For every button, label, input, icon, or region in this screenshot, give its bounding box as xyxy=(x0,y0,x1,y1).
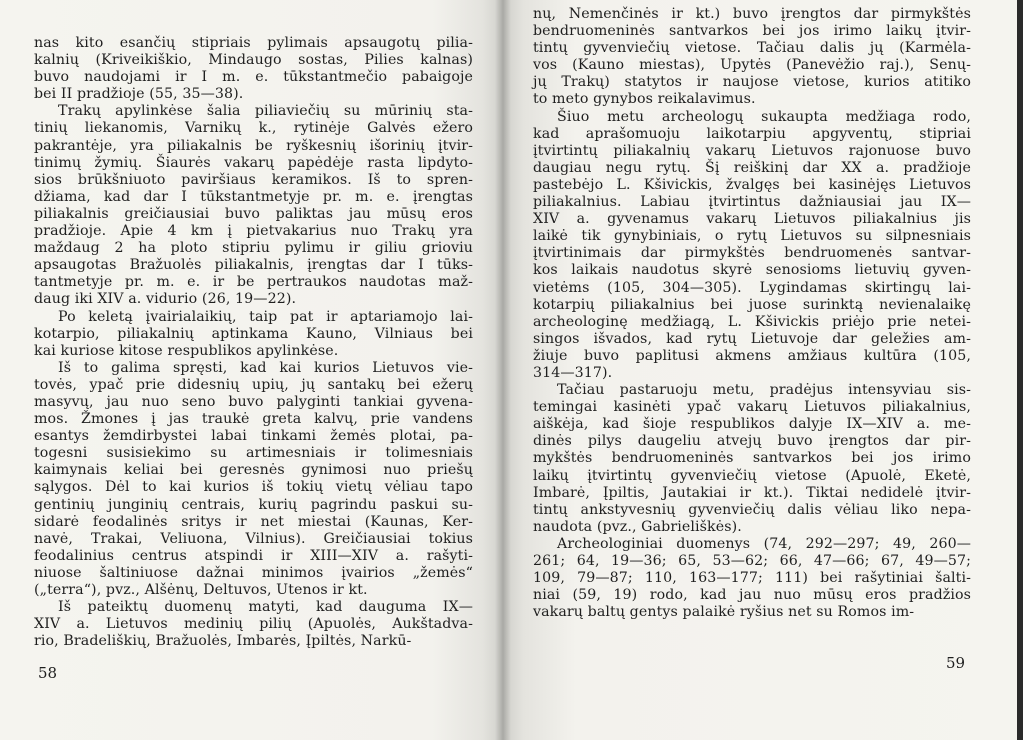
page-number-left: 58 xyxy=(38,664,58,682)
page-edge xyxy=(1017,0,1023,740)
text-line: įtvirtintų piliakalnių vakarų Lietuvos rajonuose buvo xyxy=(533,142,971,159)
text-line: sios brūkšniuoto paviršiaus keramikos. Iš to spren- xyxy=(34,171,473,188)
text-line: nas kito esančių stipriais pylimais apsaugotų pilia- xyxy=(34,35,473,51)
text-line: rio, Bradeliškių, Bražuolės, Imbarės, Įpiltės, Narkū- xyxy=(34,633,412,650)
text-line: Po keletą įvairialaikių, taip pat ir aptariamojo lai- xyxy=(58,308,473,325)
text-line: masyvų, jau nuo seno buvo palyginti tankiai gyvena- xyxy=(34,393,473,410)
text-line: kaimynais keliai bei geresnės gynimosi nuo priešų xyxy=(34,462,473,479)
right-page-text xyxy=(533,6,971,621)
text-line: kad aprašomuoju laikotarpiu apgyventų, stipriai xyxy=(533,125,971,142)
text-line: XIV a. gyvenamus vakarų Lietuvos piliakalnius jis xyxy=(533,211,971,228)
text-line: („terra“), pvz., Alšėnų, Deltuvos, Utenos ir kt. xyxy=(34,582,368,598)
text-line: žiuje buvo paplitusi akmens amžiaus kultūra (105, xyxy=(533,347,971,364)
text-line: vietėms (105, 304—305). Lygindamas skirtingų lai- xyxy=(533,279,971,296)
text-line: tinių liekanomis, Varnikų k., rytinėje Galvės ežero xyxy=(34,120,473,137)
text-line: Trakų apylinkėse šalia piliaviečių su mūrinių sta- xyxy=(58,103,473,120)
text-line: buvo naudojami ir I m. e. tūkstantmečio pabaigoje xyxy=(34,69,473,86)
text-line: XIV a. Lietuvos medinių pilių (Apuolės, Aukštadva- xyxy=(34,616,473,633)
text-line: tinimų žymių. Šiaurės vakarų papėdėje rasta lipdyto- xyxy=(34,154,473,171)
text-line: bendruomeninės santvarkos bei jos irimo laikų įtvir- xyxy=(533,23,971,40)
text-line: tovės, ypač prie didesnių upių, jų santakų bei ežerų xyxy=(34,376,473,393)
text-line: apsaugotas Bražuolės piliakalnis, įrengtas dar I tūks- xyxy=(34,257,473,274)
text-line: Imbarė, Įpiltis, Jautakiai ir kt.). Tiktai nedidelė įtvir- xyxy=(533,484,971,501)
text-line: archeologinę medžiagą, L. Kšivickis priėjo prie netei- xyxy=(533,313,971,330)
text-line: daug iki XIV a. vidurio (26, 19—22). xyxy=(34,291,297,308)
text-line: vos (Kauno miestas), Upytės (Panevėžio raj.), Senų- xyxy=(533,57,971,74)
text-line: 261; 64, 19—36; 65, 53—62; 66, 47—66; 67, 49—57; xyxy=(533,553,971,569)
right-page xyxy=(503,0,1023,740)
text-line: sąlygos. Dėl to kai kurios iš tokių vietų vėliau tapo xyxy=(34,479,473,496)
text-line: mos. Žmones į jas traukė greta kalvų, prie vandens xyxy=(34,411,473,428)
text-line: aiškėja, kad šioje respublikos dalyje IX—XIV a. me- xyxy=(533,416,971,433)
text-line: to meto gynybos reikalavimus. xyxy=(533,91,756,108)
text-line: piliakalnis greičiausiai buvo paliktas jau mūsų eros xyxy=(34,205,473,222)
text-line: kai kuriose kitose respublikos apylinkėse. xyxy=(34,342,339,359)
text-line: Archeologiniai duomenys (74, 292—297; 49, 260— xyxy=(557,535,971,552)
text-line: kos laikais naudotus skyrė senosioms lietuvių gyven- xyxy=(533,262,971,279)
page-number-right: 59 xyxy=(946,654,966,672)
text-line: gentinių junginių centrais, kurių pagrindu paskui su- xyxy=(34,496,473,513)
text-line: kotarpio, piliakalnių aptinkama Kauno, Vilniaus bei xyxy=(34,325,473,342)
text-line: mykštės bendruomeninės santvarkos bei jos irimo xyxy=(533,450,971,467)
text-line: esantys žemdirbystei labai tinkami žemės plotai, pa- xyxy=(34,428,473,445)
text-line: Tačiau pastaruoju metu, pradėjus intensyviau sis- xyxy=(557,382,971,399)
text-line: laikė tik gynybiniais, o rytų Lietuvos su silpnesniais xyxy=(533,228,971,245)
text-line: naudota (pvz., Gabrieliškės). xyxy=(533,518,742,535)
text-line: Šiuo metu archeologų sukaupta medžiaga rodo, xyxy=(557,108,971,125)
text-line: 109, 79—87; 110, 163—177; 111) bei rašytiniai šalti- xyxy=(533,570,971,587)
text-line: džiama, kad dar I tūkstantmetyje pr. m. e. įrengtas xyxy=(34,188,473,205)
left-page xyxy=(0,0,503,740)
text-line: 314—317). xyxy=(533,364,613,381)
text-line: įtvirtinimais dar pirmykštės bendruomenės santvar- xyxy=(533,245,971,262)
text-line: togesni susisiekimo su artimesniais ir tolimesniais xyxy=(34,445,473,462)
text-line: daugiau negu rytų. Šį reiškinį dar XX a. pradžioje xyxy=(533,159,971,176)
text-line: piliakalnius. Labiau įtvirtintus dažniausiai jau IX— xyxy=(533,194,971,211)
text-line: pastebėjo L. Kšivickis, žvalgęs bei kasinėjęs Lietuvos xyxy=(533,176,971,193)
text-line: pakrantėje, yra piliakalnis be ryškesnių išorinių įtvir- xyxy=(34,137,473,154)
text-line: nų, Nemenčinės ir kt.) buvo įrengtos dar pirmykštės xyxy=(533,6,971,22)
text-line: kalnių (Kriveikiškio, Mindaugo sostas, Pilies kalnas) xyxy=(34,52,473,69)
text-line: singos išvados, kad rytų Lietuvoje dar geležies am- xyxy=(533,330,971,347)
text-line: jų Trakų) statytos ir naujose vietose, kurios atitiko xyxy=(533,74,971,91)
text-line: Iš to galima spręsti, kad kai kurios Lietuvos vie- xyxy=(58,359,473,376)
text-line: pradžioje. Apie 4 km į pietvakarius nuo Trakų yra xyxy=(34,223,473,240)
text-line: laikų įtvirtintų gyvenviečių vietose (Apuolė, Eketė, xyxy=(533,467,971,484)
text-line: feodalinius centrus atspindi ir XIII—XIV a. rašyti- xyxy=(34,547,473,564)
text-line: Iš pateiktų duomenų matyti, kad dauguma IX— xyxy=(58,599,473,616)
text-line: niai (59, 19) rodo, kad jau nuo mūsų eros pradžios xyxy=(533,587,971,604)
text-line: bei II pradžioje (55, 35—38). xyxy=(34,86,244,103)
left-page-text xyxy=(34,35,473,650)
text-line: dinės pilys daugeliu atvejų buvo įrengtos dar pir- xyxy=(533,433,971,450)
text-line: tantmetyje pr. m. e. ir be pertraukos naudotas maž- xyxy=(34,274,473,291)
text-line: niuose šaltiniuose dažnai minimos įvairios „žemės“ xyxy=(34,564,473,581)
text-line: tintų ankstyvesnių gyvenviečių dalis vėliau liko nepa- xyxy=(533,501,971,518)
text-line: tintų gyvenviečių vietose. Tačiau dalis jų (Karmėla- xyxy=(533,40,971,57)
text-line: sidarė feodalinės sritys ir net miestai (Kaunas, Ker- xyxy=(34,513,473,530)
text-line: navė, Trakai, Veliuona, Vilnius). Greičiausiai tokius xyxy=(34,530,473,547)
text-line: maždaug 2 ha ploto stipriu pylimu ir giliu grioviu xyxy=(34,240,473,257)
book-gutter xyxy=(495,0,511,740)
text-line: kotarpių piliakalnius bei juose surinktą nevienalaikę xyxy=(533,296,971,313)
text-line: vakarų baltų gentys palaikė ryšius net su Romos im- xyxy=(533,604,915,621)
text-line: temingai kasinėti ypač vakarų Lietuvos piliakalnius, xyxy=(533,399,971,416)
